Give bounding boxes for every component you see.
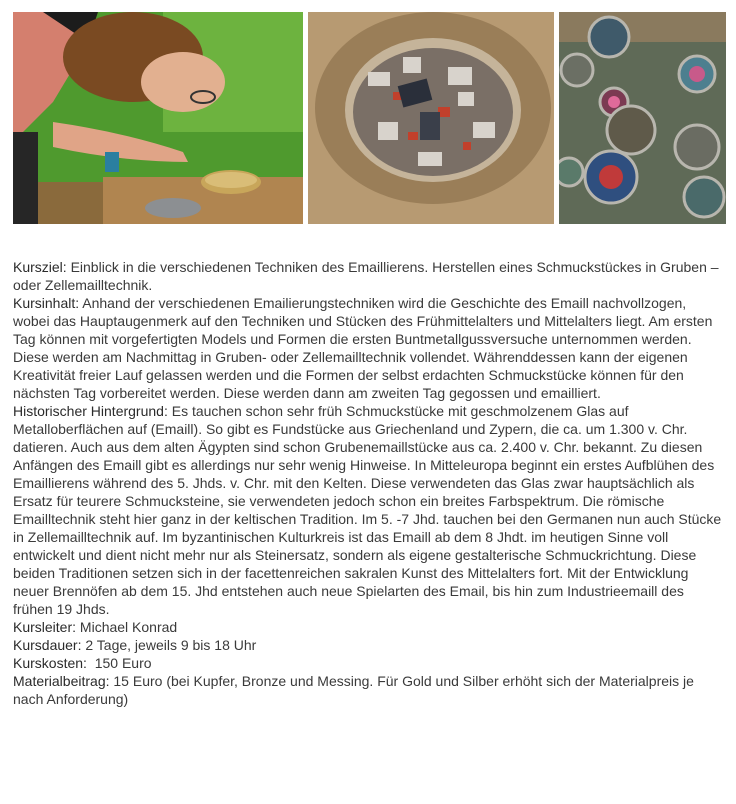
hintergrund-label: Historischer Hintergrund bbox=[13, 403, 164, 419]
material-label: Materialbeitrag bbox=[13, 673, 106, 689]
kursleiter-text: Michael Konrad bbox=[76, 619, 178, 635]
material-paragraph bbox=[13, 672, 725, 708]
kursziel-sep: : bbox=[62, 259, 67, 275]
kursziel-text: Einblick in die verschiedenen Techniken des Emaillierens. Herstellen eines Schmuckstückes in Gruben – oder Zellemailltechnik. bbox=[13, 259, 719, 293]
kursleiter-sep: : bbox=[72, 619, 77, 635]
kursdauer-sep: : bbox=[77, 637, 82, 653]
material-sep: : bbox=[105, 673, 110, 689]
kursleiter-paragraph bbox=[13, 618, 725, 636]
material-text: 15 Euro (bei Kupfer, Bronze und Messing. Für Gold und Silber erhöht sich der Materialpreis je nach Anforderung) bbox=[13, 673, 694, 707]
kursdauer-label: Kursdauer bbox=[13, 637, 78, 653]
course-description bbox=[13, 258, 725, 708]
kurskosten-text: 150 Euro bbox=[86, 655, 152, 671]
kursinhalt-label: Kursinhalt bbox=[13, 295, 76, 311]
kursziel-paragraph bbox=[13, 258, 725, 294]
enamel-pieces-photo bbox=[559, 12, 726, 224]
kursinhalt-paragraph bbox=[13, 294, 725, 402]
kursdauer-text: 2 Tage, jeweils 9 bis 18 Uhr bbox=[81, 637, 257, 653]
hintergrund-text: Es tauchen schon sehr früh Schmuckstücke mit geschmolzenem Glas auf Metalloberflächen auf (Emaill). So gibt es Fundstücke aus Griechenland und Zypern, die ca. um 1.300 v. Chr. datieren. Auch aus dem alten Ägypten sind schon Grubenemaillstücke aus ca. 2.400 v. Chr. bekannt. Zu diesen Anfängen des Emaill gibt es allerdings nur sehr wenig Hinweise. In Mitteleuropa beginnt ein erstes Aufblühen des Emaillierens während des 5. Jhds. v. Chr. mit den Kelten. Diese verwendeten das Glas zwar hauptsächlich als Ersatz für teurere Schmucksteine, sie verwendeten jedoch schon ein breites Farbspektrum. Die römische Emailltechnik steht hier ganz in der keltischen Tradition. Im 5. -7 Jhd. tauchen bei den Germanen nun auch Stücke in Zellemailltechnik auf. Im byzantinischen Kulturkreis ist das Emaill ab dem 8 Jhdt. im heutigen Sinne voll entwickelt und dient nicht mehr nur als Steinersatz, sondern als eigene gestalterische Schmuckrichtung. Diese beiden Traditionen setzen sich in der facettenreichen sakralen Kunst des Mittelalters fort. Mit der Entwicklung neuer Brennöfen ab dem 15. Jhd entstehen auch neue Spielarten des Email, bis hin zum Industrieemaill des frühen 19 Jhds. bbox=[13, 403, 722, 617]
hintergrund-sep: : bbox=[163, 403, 168, 419]
kursinhalt-sep: : bbox=[75, 295, 80, 311]
hintergrund-paragraph bbox=[13, 402, 725, 618]
kiln-embers-photo bbox=[308, 12, 554, 224]
kursziel-label: Kursziel bbox=[13, 259, 63, 275]
kurskosten-label: Kurskosten bbox=[13, 655, 84, 671]
kurskosten-sep: : bbox=[83, 655, 87, 671]
person-enamelling-photo bbox=[13, 12, 303, 224]
kursleiter-label: Kursleiter bbox=[13, 619, 73, 635]
kursinhalt-text: Anhand der verschiedenen Emailierungstechniken wird die Geschichte des Emaill nachvollzogen, wobei das Hauptaugenmerk auf den Techniken und Stücken des Frühmittelalters und Mittelalters liegt. Am ersten Tag können mit vorgefertigten Models und Formen die ersten Buntmetallgussversuche unternommen werden. Diese werden am Nachmittag in Gruben- oder Zellemailltechnik vollendet. Währenddessen kann der eigenen Kreativität freier Lauf gelassen werden und die Formen der selbst erdachten Schmuckstücke können für den nächsten Tag vorbereitet werden. Diese werden dann am zweiten Tag gegossen und emailliert. bbox=[13, 295, 713, 401]
kursdauer-paragraph bbox=[13, 636, 725, 654]
photo-strip bbox=[13, 12, 726, 224]
kurskosten-paragraph bbox=[13, 654, 725, 672]
